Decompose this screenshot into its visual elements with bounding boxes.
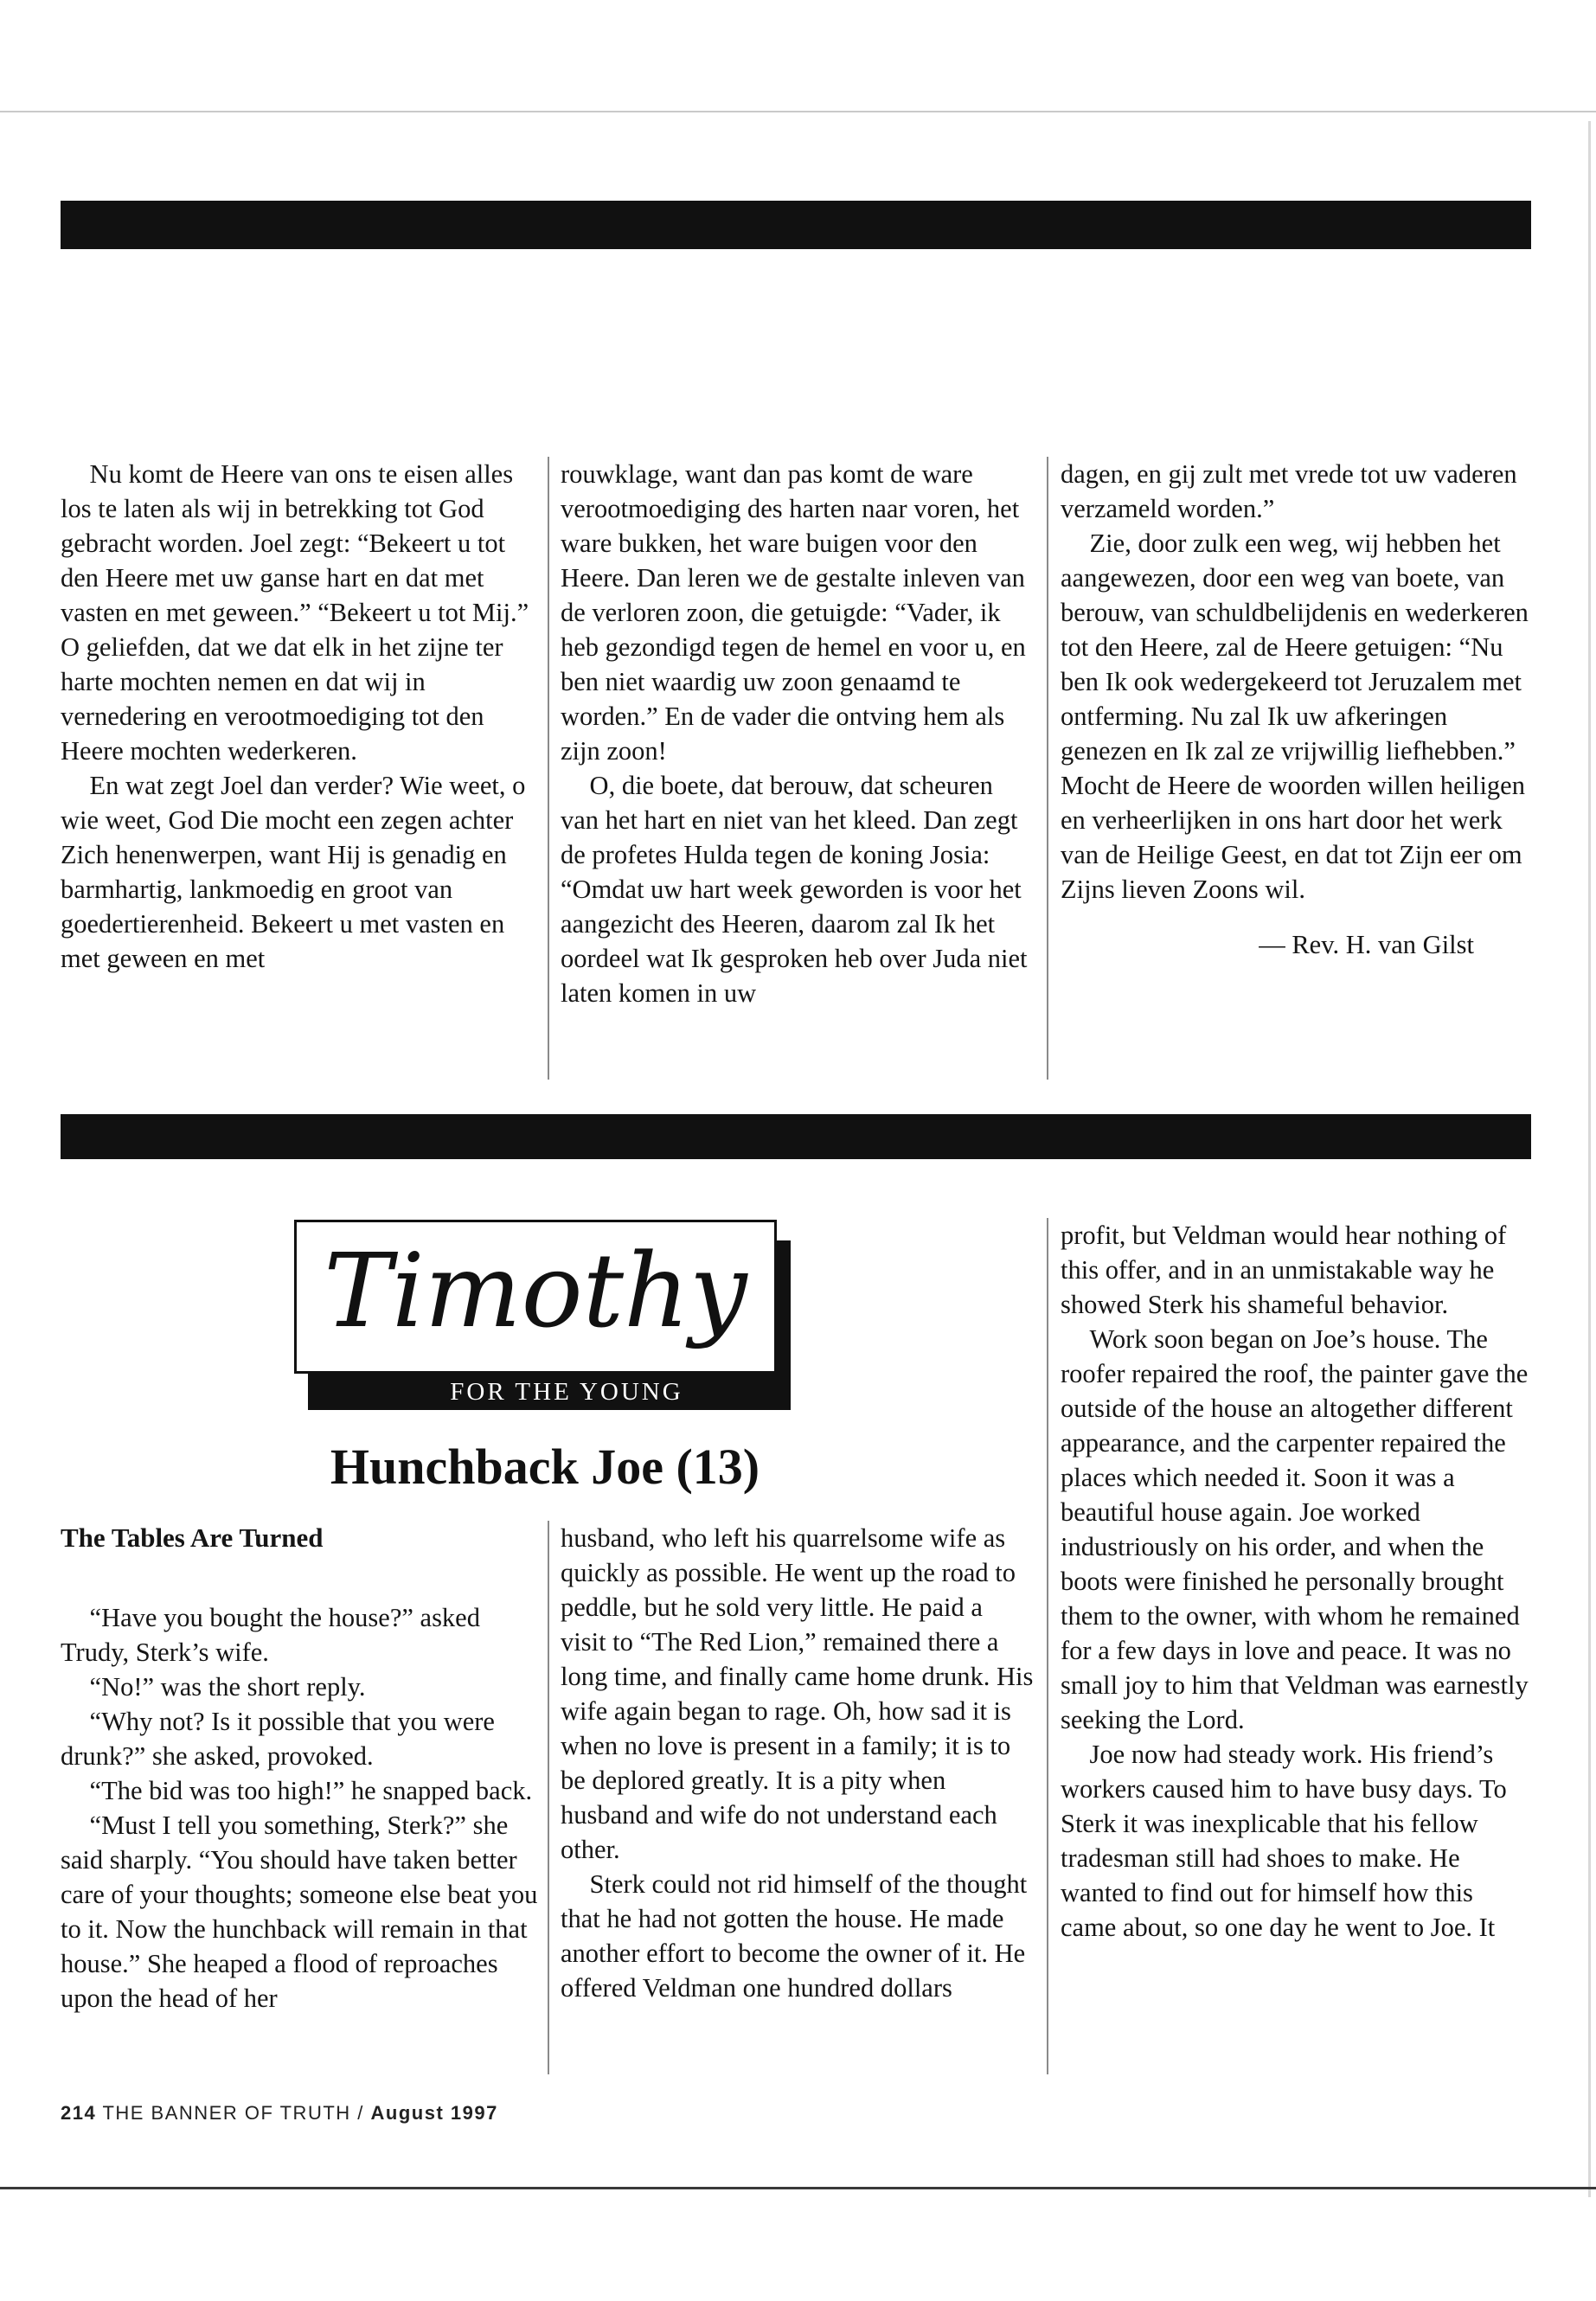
paragraph: “Why not? Is it possible that you were drunk?” she asked, provoked.: [61, 1707, 495, 1771]
page-footer: [61, 2102, 498, 2125]
scan-edge-right: [1588, 121, 1591, 2197]
paragraph: Sterk could not rid himself of the thought that he had not gotten the house. He made another effort to become the owner of it. He offered Veldman one hundred dollars: [561, 1869, 1028, 2003]
section-heading: The Tables Are Turned: [61, 1522, 324, 1553]
paragraph: Nu komt de Heere van ons te eisen alles los te laten als wij in betrekking tot God gebracht worden. Joel zegt: “Bekeert u tot den Heere met uw ganse hart en dat met vasten en met geween.” “Bekeert u tot Mij.” O geliefden, dat we dat elk in het zijne ter harte mochten nemen en dat wij in vernedering en verootmoediging tot den Heere mochten wederkeren.: [61, 459, 529, 766]
issue-date: August 1997: [370, 2102, 498, 2124]
article-title: Hunchback Joe (13): [330, 1439, 760, 1495]
dutch-column-3: [1061, 457, 1535, 962]
scan-edge-bottom: [0, 2187, 1596, 2189]
paragraph: dagen, en gij zult met vrede tot uw vaderen verzameld worden.”: [1061, 459, 1517, 523]
story-column-1: [61, 1521, 541, 2016]
signature: — Rev. H. van Gilst: [1259, 930, 1474, 959]
scan-edge-top: [0, 111, 1596, 112]
footer-separator: /: [357, 2102, 364, 2124]
column-divider: [548, 1521, 549, 2074]
masthead-title: Timothy: [324, 1231, 747, 1350]
dutch-column-2: [561, 457, 1035, 1010]
publication-name: THE BANNER OF TRUTH: [102, 2102, 351, 2124]
paragraph: husband, who left his quarrelsome wife as quickly as possible. He went up the road to peddle, but he sold very little. He paid a visit to “The Red Lion,” remained there a long time, and finally came home drunk. His wife again began to rage. Oh, how sad it is when no love is present in a family; it is to be deplored greatly. It is a pity when husband and wife do not understand each other.: [561, 1523, 1034, 1864]
page-number: 214: [61, 2102, 97, 2124]
paragraph: rouwklage, want dan pas komt de ware verootmoediging des harten naar voren, het ware bukken, het ware buigen voor den Heere. Dan leren we de gestalte inleven van de verloren zoon, die getuigde: “Vader, ik heb gezondigd tegen de hemel en voor u, en ben niet waardig uw zoon genaamd te worden.” En de vader die ontving hem als zijn zoon!: [561, 459, 1026, 766]
paragraph: Zie, door zulk een weg, wij hebben het aangewezen, door een weg van boete, van berouw, van schuldbelijdenis en wederkeren tot den Heere, zal de Heere getuigen: “Nu ben Ik ook wedergekeerd tot Jeruzalem met ontferming. Nu zal Ik uw afkeringen genezen en Ik zal ze vrijwillig liefhebben.” Mocht de Heere de woorden willen heiligen en verheerlijken in ons hart door het werk van de Heilige Geest, en dat tot Zijn eer om Zijns lieven Zoons wil.: [1061, 529, 1529, 904]
top-black-bar: [61, 201, 1531, 249]
column-divider: [548, 457, 549, 1080]
masthead-subtitle: FOR THE YOUNG: [450, 1378, 683, 1406]
dutch-column-1: [61, 457, 541, 976]
paragraph: Joe now had steady work. His friend’s workers caused him to have busy days. To Sterk it was inexplicable that his fellow tradesman still had shoes to make. He wanted to find out for himself how this came about, so one day he went to Joe. It: [1061, 1740, 1507, 1942]
paragraph: “Have you bought the house?” asked Trudy, Sterk’s wife.: [61, 1603, 480, 1667]
paragraph: En wat zegt Joel dan verder? Wie weet, o wie weet, God Die mocht een zegen achter Zich henenwerpen, want Hij is genadig en barmhartig, lankmoedig en groot van goedertierenheid. Bekeert u met vasten en met geween en met: [61, 771, 526, 973]
paragraph: “Must I tell you something, Sterk?” she said sharply. “You should have taken better care of your thoughts; someone else beat you to it. Now the hunchback will remain in that house.” She heaped a flood of reproaches upon the head of her: [61, 1811, 538, 2013]
paragraph: “The bid was too high!” he snapped back.: [89, 1776, 533, 1805]
middle-black-bar: [61, 1114, 1531, 1159]
paragraph: profit, but Veldman would hear nothing of this offer, and in an unmistakable way he showed Sterk his shameful behavior.: [1061, 1221, 1507, 1319]
column-divider: [1047, 457, 1048, 1080]
column-divider: [1047, 1218, 1048, 2074]
story-column-3: [1061, 1218, 1535, 1945]
paragraph: “No!” was the short reply.: [89, 1672, 366, 1702]
paragraph: Work soon began on Joe’s house. The roofer repaired the roof, the painter gave the outside of the house an altogether different appearance, and the carpenter repaired the places which needed it. Soon it was a beautiful house again. Joe worked industriously on his order, and when the boots were finished he personally brought them to the owner, with whom he remained for a few days in love and peace. It was no small joy to him that Veldman was earnestly seeking the Lord.: [1061, 1324, 1529, 1734]
paragraph: O, die boete, dat berouw, dat scheuren van het hart en niet van het kleed. Dan zegt de profetes Hulda tegen de koning Josia: “Omdat uw hart week geworden is voor het aangezicht des Heeren, daarom zal Ik het oordeel wat Ik gesproken heb over Juda niet laten komen in uw: [561, 771, 1028, 1008]
masthead-box: [294, 1220, 777, 1374]
story-column-2: [561, 1521, 1035, 2005]
